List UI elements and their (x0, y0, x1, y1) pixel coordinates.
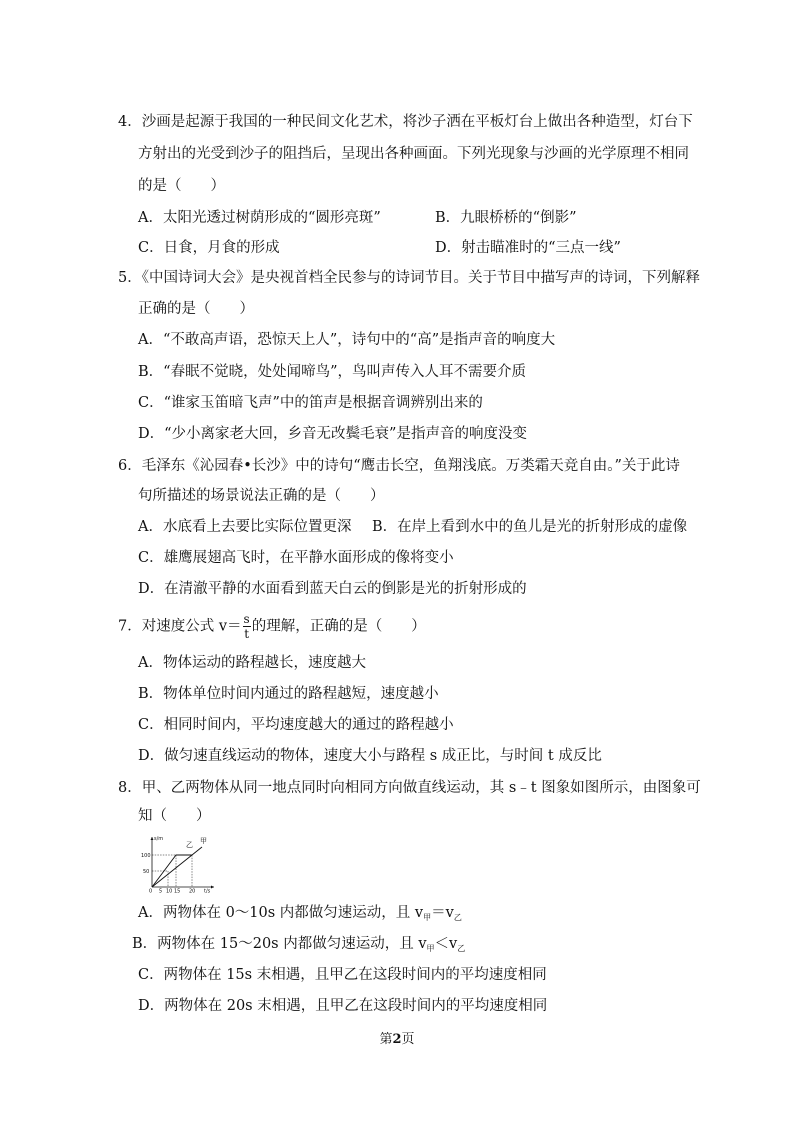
s-t-graph (138, 833, 218, 893)
q7-option-c: C．相同时间内，平均速度越大的通过的路程越小 (138, 717, 454, 733)
q8-option-c: C．两物体在 15s 末相遇，且甲乙在这段时间内的平均速度相同 (138, 967, 547, 983)
q5-stem-line1: 5．《中国诗词大会》是央视首档全民参与的诗词节目。关于节目中描写声的诗词，下列解释 (118, 270, 700, 286)
q6-stem-line1: 6．毛泽东《沁园春•长沙》中的诗句“鹰击长空，鱼翔浅底。万类霜天竞自由。”关于此诗 (118, 458, 680, 474)
q4-option-d: D．射击瞄准时的“三点一线” (435, 240, 621, 256)
fraction-numerator: s (243, 612, 250, 626)
q5-option-a: A．“不敢高声语，恐惊天上人”，诗句中的“高”是指声音的响度大 (138, 332, 556, 348)
q7-stem-prefix: 7．对速度公式 v＝ (118, 618, 242, 635)
q6-option-a: A．水底看上去要比实际位置更深 (138, 519, 352, 535)
q6-stem-line2: 句所描述的场景说法正确的是（ ） (138, 488, 385, 504)
q5-option-d: D．“少小离家老大回，乡音无改鬓毛衰”是指声音的响度没变 (138, 426, 527, 442)
series-jia-label: 甲 (200, 837, 207, 845)
fraction-denominator: t (244, 627, 250, 641)
x-tick-20: 20 (189, 888, 196, 893)
q6-option-c: C．雄鹰展翅高飞时，在平静水面形成的像将变小 (138, 550, 454, 566)
page-number-suffix: 页 (401, 1032, 415, 1047)
q5-option-c: C．“谁家玉笛暗飞声”中的笛声是根据音调辨别出来的 (138, 395, 483, 411)
q4-option-c: C．日食，月食的形成 (138, 240, 280, 256)
q8-option-b (132, 934, 465, 959)
q8-b-sub-yi: 乙 (457, 944, 466, 953)
q8-a-sub-yi: 乙 (453, 913, 462, 922)
speed-formula-fraction (243, 613, 251, 640)
q5-option-b: B．“春眠不觉晓，处处闻啼鸟”，鸟叫声传入人耳不需要介质 (138, 364, 526, 380)
q8-b-sub-jia: 甲 (426, 944, 435, 953)
y-tick-50: 50 (143, 869, 150, 875)
x-tick-0: 0 (149, 888, 153, 893)
q8-a-text: A．两物体在 0～10s 内都做匀速运动，且 v (138, 905, 424, 921)
q8-stem-line2: 知（ ） (138, 808, 211, 824)
q7-stem-suffix: 的理解，正确的是（ ） (251, 618, 426, 635)
series-yi-label: 乙 (186, 841, 193, 849)
q4-stem-line3: 的是（ ） (138, 178, 225, 194)
x-tick-10: 10 (166, 888, 173, 893)
q8-a-mid: ＝v (431, 905, 454, 921)
series-jia-line (152, 847, 202, 887)
x-tick-5: 5 (159, 888, 163, 893)
q7-option-a: A．物体运动的路程越长，速度越大 (138, 655, 366, 671)
q4-option-a: A．太阳光透过树荫形成的“圆形亮斑” (138, 210, 381, 226)
q4-stem-line1: 4．沙画是起源于我国的一种民间文化艺术，将沙子洒在平板灯台上做出各种造型，灯台下 (118, 114, 693, 130)
q8-option-d: D．两物体在 20s 末相遇，且甲乙在这段时间内的平均速度相同 (138, 998, 548, 1014)
q8-b-text: B．两物体在 15～20s 内都做匀速运动，且 v (132, 936, 427, 952)
q8-b-mid: ＜v (434, 936, 458, 952)
x-axis-label: t/s (204, 888, 211, 893)
q8-a-sub-jia: 甲 (423, 913, 432, 922)
q7-option-d: D．做匀速直线运动的物体，速度大小与路程 s 成正比，与时间 t 成反比 (138, 748, 602, 764)
q4-option-b: B．九眼桥桥的“倒影” (435, 210, 577, 226)
q4-stem-line2: 方射出的光受到沙子的阻挡后，呈现出各种画面。下列光现象与沙画的光学原理不相同 (138, 146, 689, 162)
y-tick-100: 100 (141, 853, 151, 859)
q6-option-d: D．在清澈平静的水面看到蓝天白云的倒影是光的折射形成的 (138, 581, 527, 597)
q5-stem-line2: 正确的是（ ） (138, 301, 254, 317)
y-axis-label: s/m (154, 836, 164, 842)
page-number-prefix: 第 (379, 1032, 393, 1047)
page-number-value: 2 (392, 1032, 402, 1047)
q8-option-a (138, 903, 462, 928)
q7-option-b: B．物体单位时间内通过的路程越短，速度越小 (138, 686, 439, 702)
q6-option-b: B．在岸上看到水中的鱼儿是光的折射形成的虚像 (372, 519, 688, 535)
x-tick-15: 15 (174, 888, 181, 893)
page-number (0, 1028, 794, 1047)
x-axis-arrow (211, 886, 214, 889)
q8-stem-line1: 8．甲、乙两物体从同一地点同时向相同方向做直线运动，其 s﹣t 图象如图所示，由图象可 (118, 780, 701, 796)
q7-stem (118, 613, 426, 640)
